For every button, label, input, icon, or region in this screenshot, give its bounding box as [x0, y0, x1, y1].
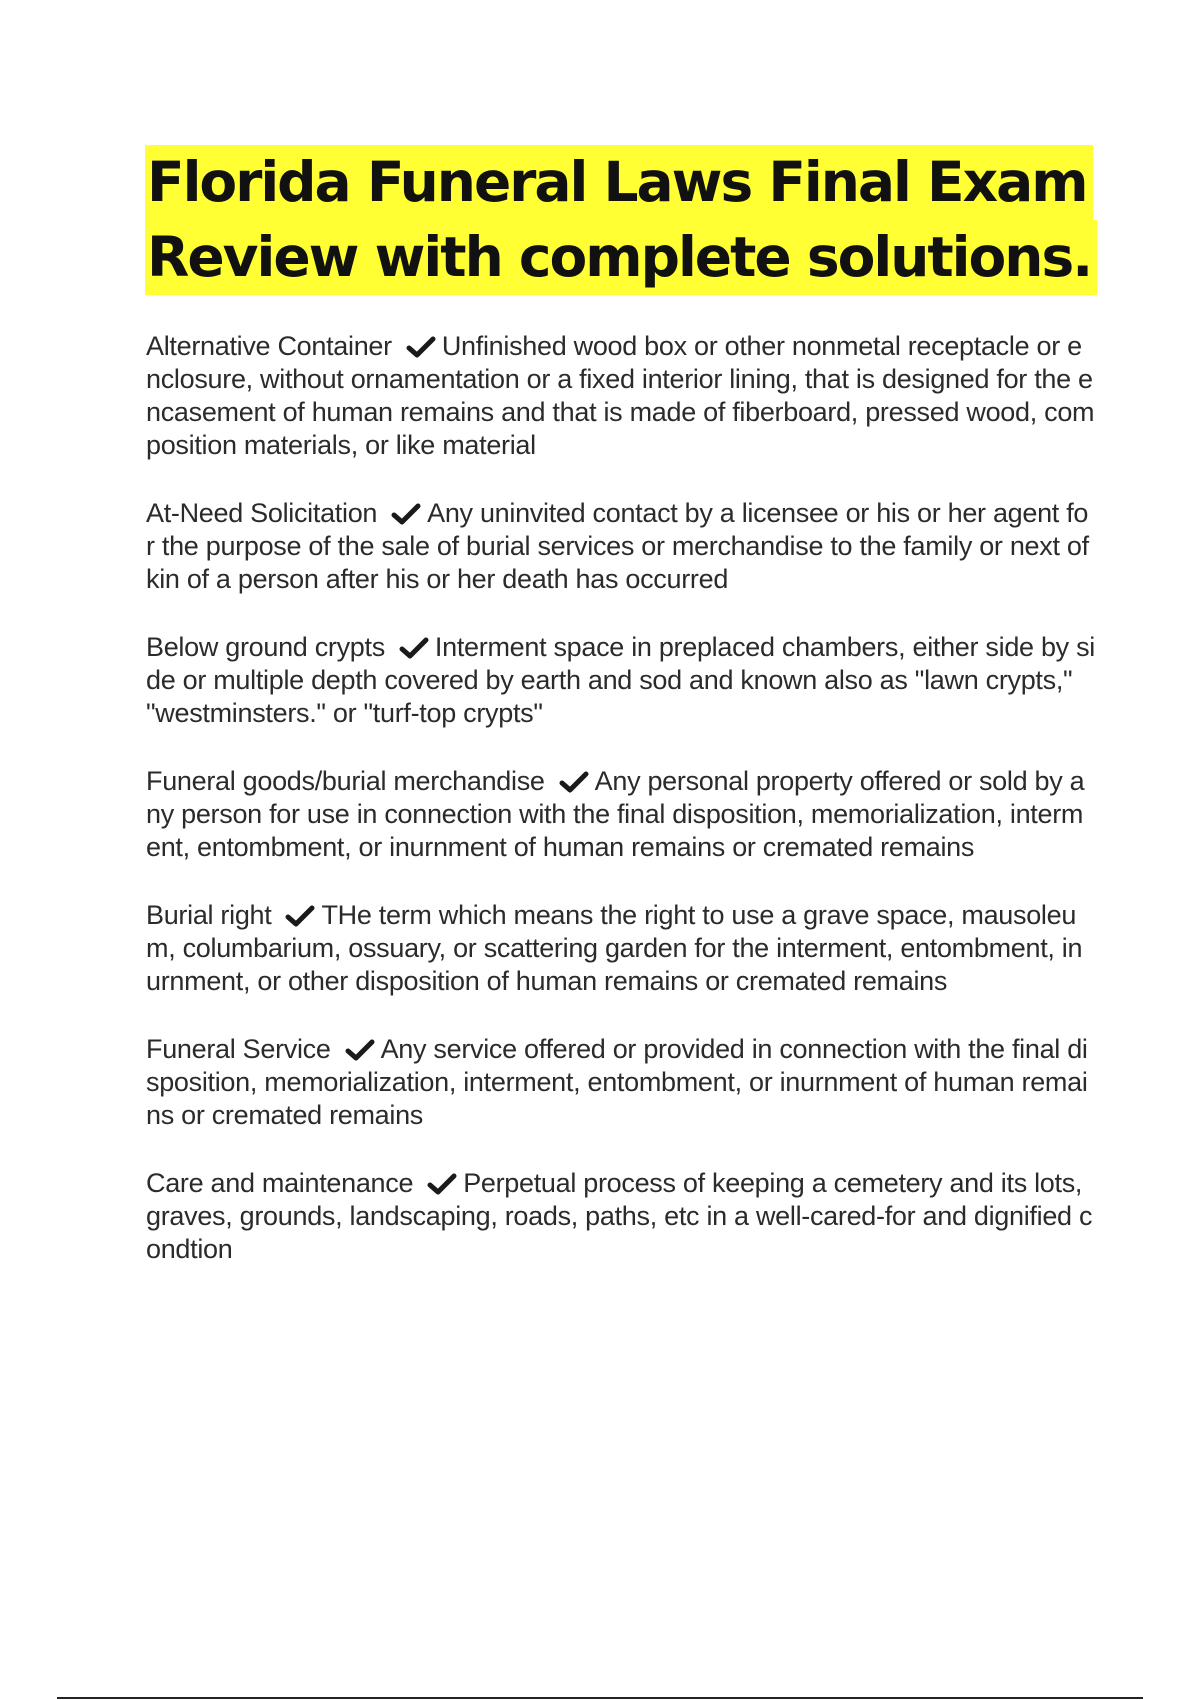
entry-term: Funeral Service — [146, 1034, 331, 1064]
flashcard-entry — [146, 899, 1096, 998]
entry-definition: Any service offered or provided in connection with the final disposition, memorialization, interment, entombment, or inurnment of human remains or cremated remains — [146, 1034, 1088, 1130]
entry-term: Funeral goods/burial merchandise — [146, 766, 545, 796]
entry-definition: Interment space in preplaced chambers, either side by side or multiple depth covered by earth and sod and known also as "lawn crypts," "westminsters." or "turf-top crypts" — [146, 632, 1095, 728]
entry-definition: THe term which means the right to use a grave space, mausoleum, columbarium, ossuary, or scattering garden for the interment, entombment, inurnment, or other disposition of human remains or cremated remains — [146, 900, 1083, 996]
entry-term: Alternative Container — [146, 331, 392, 361]
check-icon — [427, 1173, 457, 1195]
check-icon — [399, 637, 429, 659]
page-bottom-rule — [57, 1697, 1143, 1699]
check-icon — [406, 336, 436, 358]
check-icon — [285, 905, 315, 927]
flashcard-entry — [146, 1167, 1096, 1266]
flashcard-list — [146, 330, 1096, 1301]
entry-definition: Unfinished wood box or other nonmetal receptacle or enclosure, without ornamentation or a fixed interior lining, that is designed for the encasement of human remains and that is made of fiberboard, pressed wood, composition materials, or like material — [146, 331, 1095, 460]
check-icon — [345, 1039, 375, 1061]
page-title-line-2: Review with complete solutions. — [145, 220, 1097, 295]
entry-definition: Any personal property offered or sold by any person for use in connection with the final disposition, memorialization, interment, entombment, or inurnment of human remains or cremated remains — [146, 766, 1085, 862]
entry-term: Below ground crypts — [146, 632, 385, 662]
flashcard-entry — [146, 330, 1096, 462]
entry-term: Burial right — [146, 900, 272, 930]
flashcard-entry — [146, 497, 1096, 596]
flashcard-entry — [146, 1033, 1096, 1132]
entry-definition: Any uninvited contact by a licensee or his or her agent for the purpose of the sale of burial services or merchandise to the family or next of kin of a person after his or her death has occurred — [146, 498, 1089, 594]
flashcard-entry — [146, 765, 1096, 864]
flashcard-entry — [146, 631, 1096, 730]
title-block — [145, 145, 1092, 295]
page-title-line-1: Florida Funeral Laws Final Exam — [145, 145, 1093, 220]
entry-term: Care and maintenance — [146, 1168, 414, 1198]
entry-definition: Perpetual process of keeping a cemetery and its lots, graves, grounds, landscaping, roads, paths, etc in a well-cared-for and dignified condtion — [146, 1168, 1093, 1264]
entry-term: At-Need Solicitation — [146, 498, 378, 528]
check-icon — [391, 503, 421, 525]
check-icon — [559, 771, 589, 793]
